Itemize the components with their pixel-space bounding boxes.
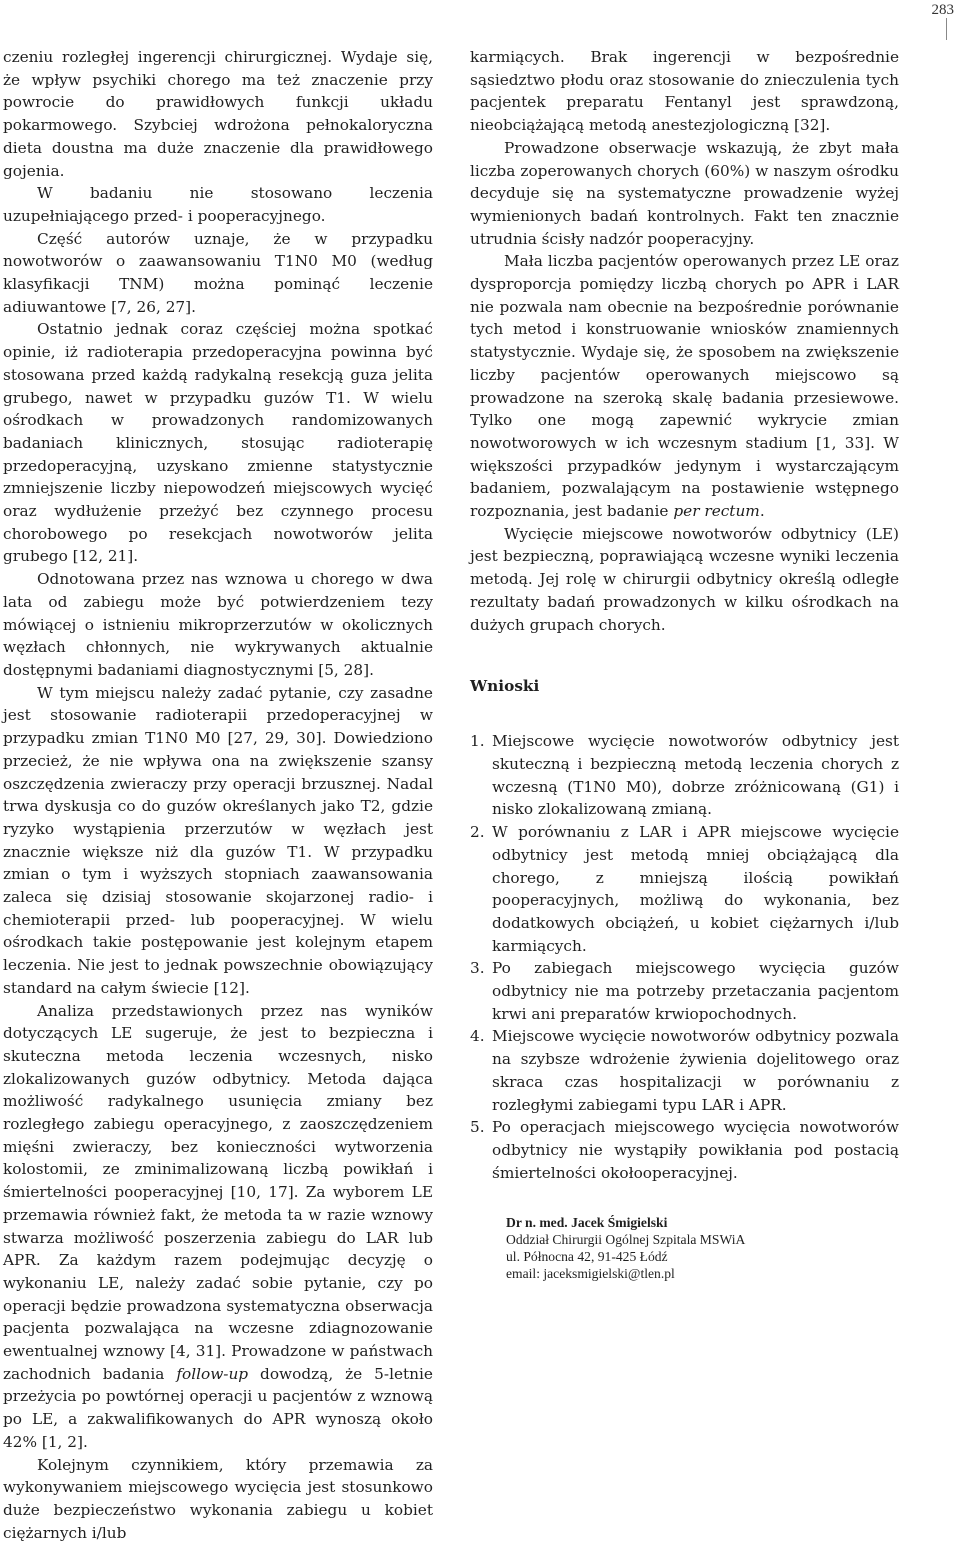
paragraph <box>470 250 899 522</box>
list-text: Po zabiegach miejscowego wycięcia guzów odbytnicy nie ma potrzeby przetaczania pacjentom krwi ani preparatów krwiopochodnych. <box>492 959 899 1023</box>
list-item <box>470 1025 899 1116</box>
left-column <box>3 46 433 1544</box>
paragraph: W badaniu nie stosowano leczenia uzupełniającego przed- i pooperacyjnego. <box>3 184 433 225</box>
right-column <box>470 46 899 1282</box>
paragraph-text: Mała liczba pacjentów operowanych przez LE oraz dysproporcja pomiędzy liczbą chorych po APR i LAR nie pozwala nam obecnie na bezpośrednie porównanie tych metod i konstruowanie wniosków znamiennych statystycznie. Wydaje się, że sposobem na zwiększenie liczby pacjentów operowanych miejscowo są prowadzone na szeroką skalę badania przesiewowe. Tylko one mogą zapewnić wykrycie zmian nowotworowych w ich wczesnym stadium [1, 33]. W większości przypadków jedynym i wystarczającym badaniem, pozwalającym na postawienie wstępnego rozpoznania, jest badanie <box>470 252 899 521</box>
paragraph-text: dowodzą, że 5-letnie przeżycia po powtórnej operacji u pacjentów z wznową po LE, a zakwalifikowanych do APR wynoszą około 42% [1, 2]. <box>3 1364 433 1451</box>
italic-term: follow-up <box>176 1364 249 1383</box>
list-text: Miejscowe wycięcie nowotworów odbytnicy pozwala na szybsze wdrożenie żywienia dojelitowego oraz skraca czas hospitalizacji w porównaniu z rozległymi zabiegami typu LAR i APR. <box>492 1027 899 1114</box>
paragraph: Prowadzone obserwacje wskazują, że zbyt mała liczba zoperowanych chorych (60%) w naszym ośrodku decyduje się na systematyczne prowadzenie wyżej wymienionych badań kontrolnych. Fakt ten znacznie utrudnia ścisły nadzór pooperacyjny. <box>470 138 899 248</box>
paragraph: Odnotowana przez nas wznowa u chorego w dwa lata od zabiegu może być potwierdzeniem tezy mówiącej o istnieniu mikroprzerzutów w okolicznych węzłach chłonnych, nie wykrywanych aktualnie dostępnymi badaniami diagnostycznymi [5, 28]. <box>3 570 433 679</box>
header-rule <box>946 18 947 40</box>
section-heading: Wnioski <box>470 677 540 696</box>
paragraph: W tym miejscu należy zadać pytanie, czy zasadne jest stosowanie radioterapii przedoperacyjnej w przypadku zmian T1N0 M0 [27, 29, 30]. Dowiedziono przecież, że nie wpływa ona na zwiększenie szansy oszczędzenia zwieraczy przy operacji brzusznej. Nadal trwa dyskusja co do guzów określanych jako T2, gdzie ryzyko wystąpienia przerzutów w węzłach jest znacznie większe niż dla guzów T1. W przypadku zmian o tym i wyższych stopniach zaawansowania zaleca się dzisiaj stosowanie skojarzonej radio- i chemioterapii przed- lub pooperacyjnej. W wielu ośrodkach takie postępowanie jest kolejnym etapem leczenia. Nie jest to jednak powszechnie obowiązujący standard na całym świecie [12]. <box>3 683 433 997</box>
paragraph-text: Analiza przedstawionych przez nas wyników dotyczących LE sugeruje, że jest to bezpieczna i skuteczna metoda leczenia wczesnych, nisko zlokalizowanych guzów odbytnicy. Metoda dająca możliwość radykalnego usunięcia zmiany bez rozległego zabiegu operacyjnego, z zaoszczędzeniem mięśni zwieraczy, bez konieczności wytworzenia kolostomii, ze zminimalizowaną liczbą powikłań i śmiertelności pooperacyjnej [10, 17]. Za wyborem LE przemawia również fakt, że metoda ta w razie wznowy stwarza możliwość poszerzenia zabiegu do LAR lub APR. Za każdym razem podejmując decyzję o wykonaniu LE, należy zadać sobie pytanie, czy po operacji będzie prowadzona systematyczna obserwacja pacjenta pozwalająca na wczesne zdiagnozowanie ewentualnej wznowy [4, 31]. Prowadzone w państwach zachodnich badania <box>3 1001 433 1383</box>
conclusions-list <box>470 730 899 1184</box>
paragraph-text: . <box>759 502 765 521</box>
paragraph <box>3 1000 433 1454</box>
list-number: 5. <box>470 1118 485 1137</box>
paragraph: Część autorów uznaje, że w przypadku nowotworów o zaawansowaniu T1N0 M0 (według klasyfikacji TNM) można pominąć leczenie adiuwantowe [7, 26, 27]. <box>3 229 433 316</box>
paragraph: karmiących. Brak ingerencji w bezpośrednie sąsiedztwo płodu oraz stosowanie do znieczulenia tych pacjentek preparatu Fentanyl jest sprawdzoną, nieobciążającą metodą anestezjologiczną [32]. <box>470 48 899 135</box>
list-item <box>470 957 899 1025</box>
list-text: Po operacjach miejscowego wycięcia nowotworów odbytnicy nie wystąpiły powikłania pod postacią śmiertelności okołooperacyjnej. <box>492 1118 899 1182</box>
author-email: email: jaceksmigielski@tlen.pl <box>506 1266 675 1282</box>
author-block <box>470 1214 899 1282</box>
list-item <box>470 730 899 821</box>
author-address: ul. Północna 42, 91-425 Łódź <box>506 1249 668 1265</box>
list-number: 3. <box>470 959 485 978</box>
paragraph: Ostatnio jednak coraz częściej można spotkać opinie, iż radioterapia przedoperacyjna powinna być stosowana przed każdą radykalną resekcją guza jelita grubego, nawet w przypadku guzów T1. W wielu ośrodkach w prowadzonych randomizowanych badaniach klinicznych, stosując radioterapię przedoperacyjną, uzyskano zmienne statystycznie zmniejszenie liczby niepowodzeń miejscowych wycięć oraz wydłużenie przeżyć bez czynnego procesu chorobowego po resekcjach nowotworów jelita grubego [12, 21]. <box>3 320 433 566</box>
list-item <box>470 1116 899 1184</box>
paragraph: czeniu rozległej ingerencji chirurgicznej. Wydaje się, że wpływ psychiki chorego ma też znaczenie przy powrocie do prawidłowych funkcji układu pokarmowego. Szybciej wdrożona pełnokaloryczna dieta doustna ma duże znaczenie dla prawidłowego gojenia. <box>3 48 433 180</box>
list-item <box>470 821 899 957</box>
page-number: 283 <box>931 2 954 18</box>
list-number: 1. <box>470 732 485 751</box>
list-text: Miejscowe wycięcie nowotworów odbytnicy jest skuteczną i bezpieczną metodą leczenia chorych z wczesną (T1N0 M0), dobrze zróżnicowaną (G1) i nisko zlokalizowaną zmianą. <box>492 732 899 819</box>
italic-term: per rectum <box>673 502 760 521</box>
list-text: W porównaniu z LAR i APR miejscowe wycięcie odbytnicy jest metodą mniej obciążającą dla chorego, z mniejszą ilością powikłań pooperacyjnych, możliwą do wykonania, bez dodatkowych obciążeń, u kobiet ciężarnych i/lub karmiących. <box>492 823 899 955</box>
paragraph: Kolejnym czynnikiem, który przemawia za wykonywaniem miejscowego wycięcia jest stosunkowo duże bezpieczeństwo wykonania zabiegu u kobiet ciężarnych i/lub <box>3 1455 433 1542</box>
author-name: Dr n. med. Jacek Śmigielski <box>506 1215 668 1231</box>
author-affiliation: Oddział Chirurgii Ogólnej Szpitala MSWiA <box>506 1232 746 1248</box>
paragraph: Wycięcie miejscowe nowotworów odbytnicy (LE) jest bezpieczną, poprawiającą wczesne wyniki leczenia metodą. Jej rolę w chirurgii odbytnicy określą odległe rezultaty badań prowadzonych w kilku ośrodkach na dużych grupach chorych. <box>470 524 899 634</box>
list-number: 4. <box>470 1027 485 1046</box>
list-number: 2. <box>470 823 485 842</box>
